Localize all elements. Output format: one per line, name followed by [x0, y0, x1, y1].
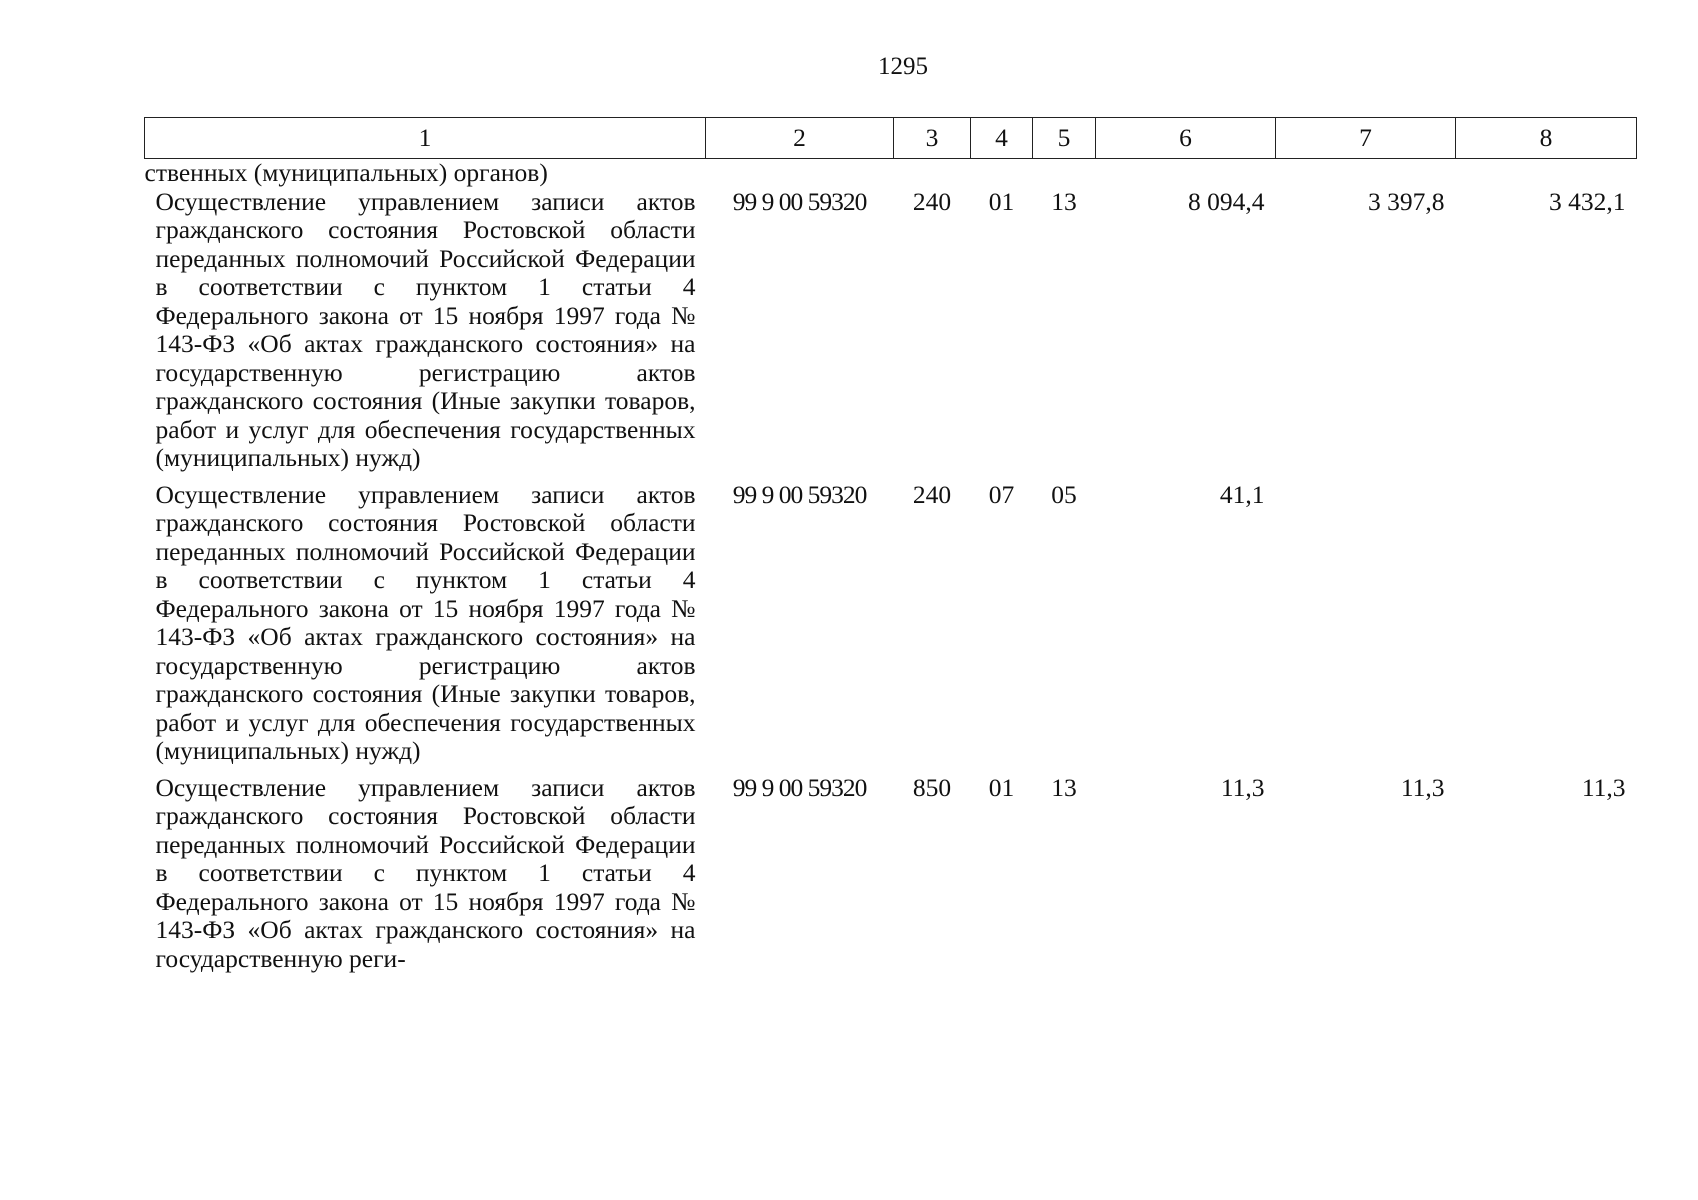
row-amount-2	[1276, 481, 1456, 774]
row-amount-3: 11,3	[1581, 772, 1626, 802]
row-amount-3	[1456, 481, 1637, 774]
row-description: Осуществление управлением записи актов гражданского состояния Ростовской области переданных полномочий Российской Федерации в соответствии с пунктом 1 статьи 4 Федерального закона от 15 ноября 1997 года № 143-ФЗ «Об актах гражданского состояния» на государственную регистрацию актов гражданского состояния (Иные закупки товаров, работ и услуг для обеспечения государственных (муниципальных) нужд)	[155, 479, 696, 765]
continuation-row	[145, 159, 1637, 188]
row-rz: 07	[988, 479, 1015, 509]
row-pr: 13	[1051, 186, 1077, 216]
row-description: Осуществление управлением записи актов гражданского состояния Ростовской области переданных полномочий Российской Федерации в соответствии с пунктом 1 статьи 4 Федерального закона от 15 ноября 1997 года № 143-ФЗ «Об актах гражданского состояния» на государственную реги-	[155, 772, 696, 973]
header-row	[145, 118, 1637, 159]
row-code: 99 9 00 59320	[732, 479, 867, 509]
continuation-text: ственных (муниципальных) органов)	[144, 158, 548, 187]
header-col-5: 5	[1033, 118, 1096, 159]
header-col-7: 7	[1276, 118, 1456, 159]
header-col-4: 4	[971, 118, 1033, 159]
header-col-6: 6	[1096, 118, 1276, 159]
row-vr: 240	[912, 186, 952, 216]
row-description: Осуществление управлением записи актов гражданского состояния Ростовской области переданных полномочий Российской Федерации в соответствии с пунктом 1 статьи 4 Федерального закона от 15 ноября 1997 года № 143-ФЗ «Об актах гражданского состояния» на государственную регистрацию актов гражданского состояния (Иные закупки товаров, работ и услуг для обеспечения государственных (муниципальных) нужд)	[155, 186, 696, 472]
table-row	[145, 188, 1637, 481]
row-amount-2: 3 397,8	[1368, 186, 1445, 216]
row-amount-1: 41,1	[1219, 479, 1265, 509]
header-col-2: 2	[706, 118, 894, 159]
row-code: 99 9 00 59320	[732, 772, 867, 802]
row-amount-1: 11,3	[1220, 772, 1265, 802]
row-pr: 13	[1051, 772, 1077, 802]
table-row	[145, 481, 1637, 774]
row-amount-2: 11,3	[1400, 772, 1445, 802]
row-code: 99 9 00 59320	[732, 186, 867, 216]
row-rz: 01	[988, 772, 1015, 802]
header-col-8: 8	[1456, 118, 1637, 159]
budget-table	[144, 117, 1637, 981]
row-amount-1: 8 094,4	[1188, 186, 1265, 216]
row-pr: 05	[1051, 479, 1077, 509]
row-vr: 850	[912, 772, 952, 802]
header-col-3: 3	[894, 118, 971, 159]
row-rz: 01	[988, 186, 1015, 216]
header-col-1: 1	[145, 118, 706, 159]
row-vr: 240	[912, 479, 952, 509]
row-amount-3: 3 432,1	[1549, 186, 1626, 216]
page-number: 1295	[878, 53, 928, 80]
table-row	[145, 774, 1637, 982]
